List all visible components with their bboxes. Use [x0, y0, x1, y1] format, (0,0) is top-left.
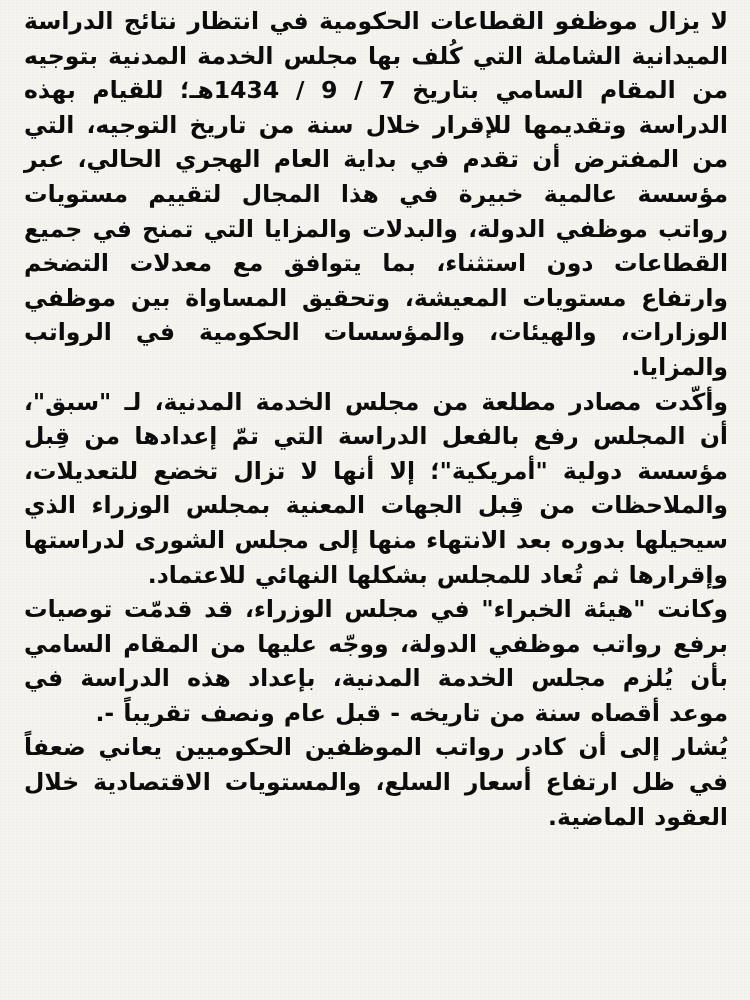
article-body [24, 4, 728, 834]
paragraph-sources: وأكّدت مصادر مطلعة من مجلس الخدمة المدنية، لـ "سبق"، أن المجلس رفع بالفعل الدراسة التي تمّ إعدادها من قِبل مؤسسة دولية "أمريكية"؛ إلا أنها لا تزال تخضع للتعديلات، والملاحظات من قِبل الجهات المعنية بمجلس الوزراء الذي سيحيلها بدوره بعد الانتهاء منها إلى مجلس الشورى لدراستها وإقرارها ثم تُعاد للمجلس بشكلها النهائي للاعتماد. [24, 387, 728, 589]
paragraph-conclusion: يُشار إلى أن كادر رواتب الموظفين الحكوميين يعاني ضعفاً في ظل ارتفاع أسعار السلع، والمستويات الاقتصادية خلال العقود الماضية. [24, 733, 728, 831]
paragraph-experts: وكانت "هيئة الخبراء" في مجلس الوزراء، قد قدمّت توصيات برفع رواتب موظفي الدولة، ووجّه عليها من المقام السامي بأن يُلزم مجلس الخدمة المدنية، بإعداد هذه الدراسة في موعد أقصاه سنة من تاريخه - قبل عام ونصف تقريباً -. [24, 595, 728, 727]
paragraph-intro: لا يزال موظفو القطاعات الحكومية في انتظار نتائج الدراسة الميدانية الشاملة التي كُلف بها مجلس الخدمة المدنية بتوجيه من المقام السامي بتاريخ 7 / 9 / 1434هـ؛ للقيام بهذه الدراسة وتقديمها للإقرار خلال سنة من تاريخ التوجيه، التي من المفترض أن تقدم في بداية العام الهجري الحالي، عبر مؤسسة عالمية خبيرة في هذا المجال لتقييم مستويات رواتب موظفي الدولة، والبدلات والمزايا التي تمنح في جميع القطاعات دون استثناء، بما يتوافق مع معدلات التضخم وارتفاع مستويات المعيشة، وتحقيق المساواة بين موظفي الوزارات، والهيئات، والمؤسسات الحكومية في الرواتب والمزايا. [24, 7, 728, 381]
